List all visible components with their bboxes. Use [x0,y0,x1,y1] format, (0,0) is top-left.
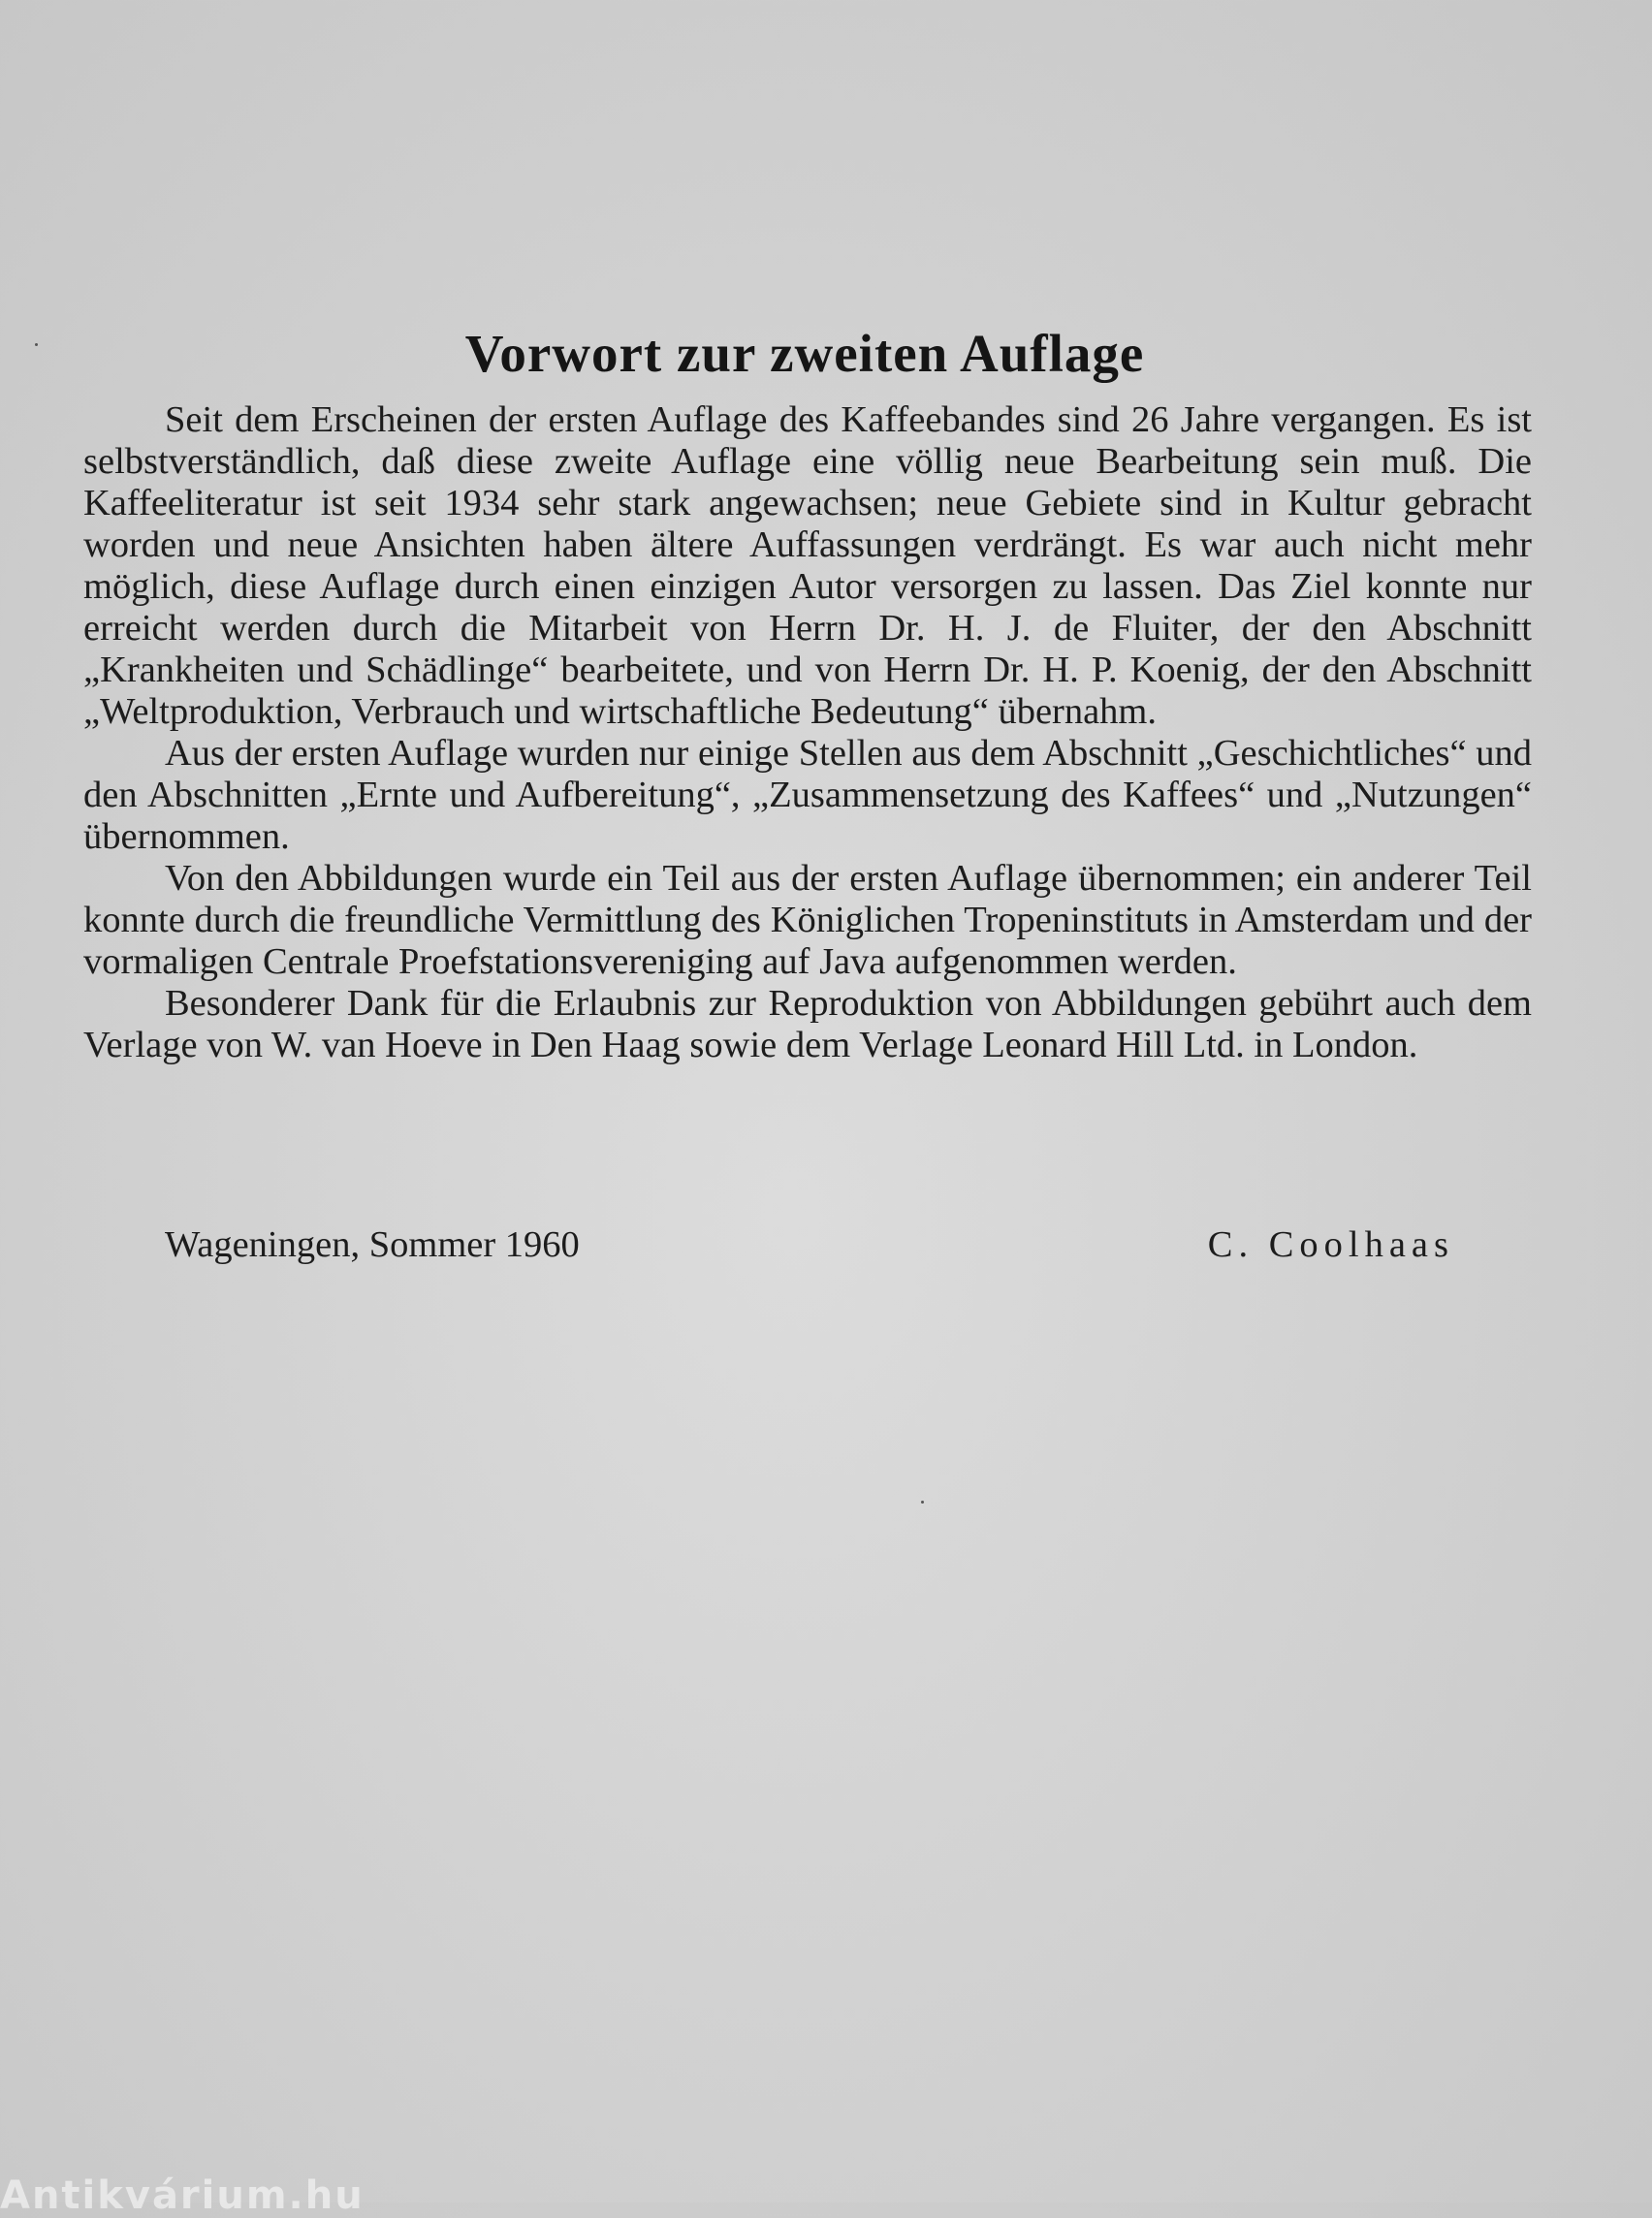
author-name: C. Coolhaas [1207,1224,1454,1265]
page-speck [921,1501,924,1504]
paragraph: Seit dem Erscheinen der ersten Auflage des Kaffeebandes sind 26 Jahre vergangen. Es ist selbstverständlich, daß diese zweite Auflage eine völlig neue Bearbeitung sein muß. Die Kaffeeliteratur ist seit 1934 sehr stark angewachsen; neue Gebiete sind in Kultur gebracht worden und neue Ansichten haben ältere Auffassungen verdrängt. Es war auch nicht mehr möglich, diese Auflage durch einen einzigen Autor versorgen zu lassen. Das Ziel konnte nur erreicht werden durch die Mitarbeit von Herrn Dr. H. J. de Fluiter, der den Abschnitt „Krankheiten und Schädlinge“ bearbeitete, und von Herrn Dr. H. P. Koenig, der den Abschnitt „Weltproduktion, Verbrauch und wirtschaftliche Bedeutung“ übernahm. [83,399,1532,732]
page-title: Vorwort zur zweiten Auflage [464,323,1145,383]
place-and-date: Wageningen, Sommer 1960 [165,1224,580,1265]
paragraph: Von den Abbildungen wurde ein Teil aus der ersten Auflage übernommen; ein anderer Teil konnte durch die freundliche Vermittlung des Königlichen Tropeninstituts in Amsterdam und der vormaligen Centrale Proefstationsvereniging auf Java aufgenommen werden. [83,858,1532,982]
watermark: Antikvárium.hu [0,2173,365,2218]
preface-body [83,399,1532,1066]
paragraph: Besonderer Dank für die Erlaubnis zur Reproduktion von Abbildungen gebührt auch dem Verlage von W. van Hoeve in Den Haag sowie dem Verlage Leonard Hill Ltd. in London. [83,983,1532,1065]
paragraph: Aus der ersten Auflage wurden nur einige Stellen aus dem Abschnitt „Geschichtliches“ und den Abschnitten „Ernte und Aufbereitung“, „Zusammensetzung des Kaffees“ und „Nutzungen“ übernommen. [83,733,1532,857]
